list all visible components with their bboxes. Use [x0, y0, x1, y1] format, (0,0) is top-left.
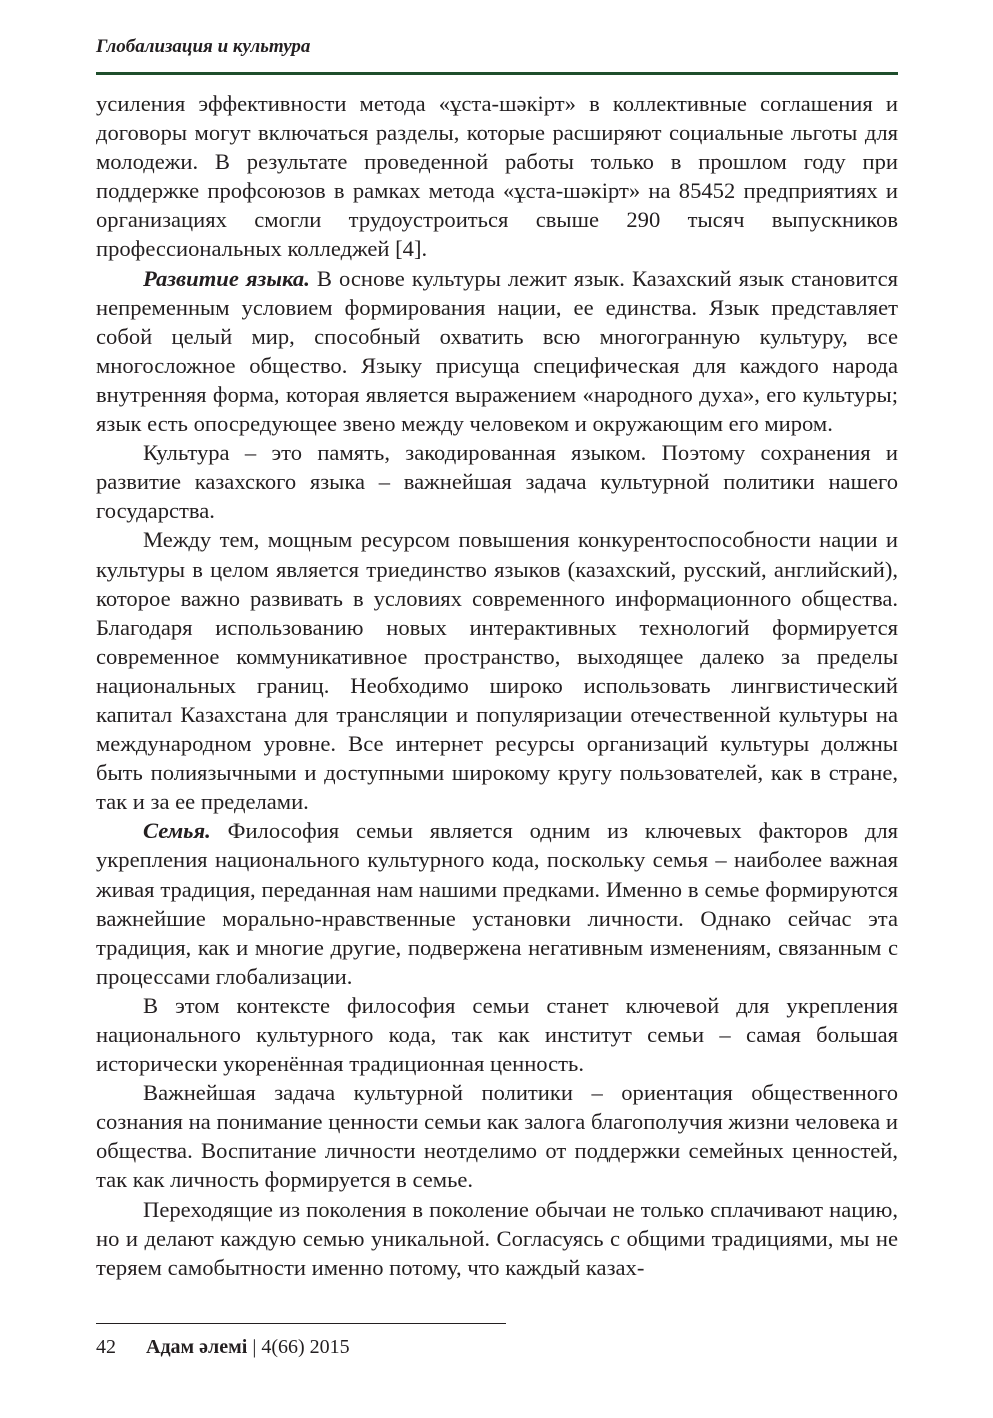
section-lead: Развитие языка.	[143, 265, 310, 291]
paragraph-text: Важнейшая задача культурной политики – ориентация общественного сознания на понимание ценности семьи как залога благополучия жизни человека и общества. Воспитание личности неотделимо от поддержки семейных ценностей, так как личность формируется в семье.	[96, 1080, 898, 1193]
paragraph-text: В основе культуры лежит язык. Казахский язык становится непременным условием формирования нации, ее единства. Язык представляет собой целый мир, способный охватить всю многогранную культуру, все многосложное общество. Языку присуща специфическая для каждого народа внутренняя форма, которая является выражением «народного духа», его культуры; язык есть опосредующее звено между человеком и окружающим его миром.	[96, 265, 898, 437]
paragraph-text: Культура – это память, закодированная языком. Поэтому сохранения и развитие казахского языка – важнейшая задача культурной политики нашего государства.	[96, 440, 898, 524]
paragraph	[96, 1078, 898, 1194]
page-number: 42	[96, 1336, 116, 1358]
paragraph-text: Между тем, мощным ресурсом повышения конкурентоспособности нации и культуры в целом является триединство языков (казахский, русский, английский), которое важно развивать в условиях современного информационного общества. Благодаря использованию новых интерактивных технологий формируется современное коммуникативное пространство, выходящее далеко за пределы национальных границ. Необходимо широко использовать лингвистический капитал Казахстана для трансляции и популяризации отечественной культуры на международном уровне. Все интернет ресурсы организаций культуры должны быть полиязычными и доступными широкому кругу пользователей, как в стране, так и за ее пределами.	[96, 527, 898, 815]
paragraph	[96, 438, 898, 525]
page-footer	[96, 1336, 350, 1359]
paragraph	[96, 991, 898, 1078]
paragraph	[96, 89, 898, 264]
paragraph-text: Философия семьи является одним из ключевых факторов для укрепления национального культурного кода, поскольку семья – наиболее важная живая традиция, переданная нам нашими предками. Именно в семье формируются важнейшие морально-нравственные установки личности. Однако сейчас эта традиция, как и многие другие, подвержена негативным изменениям, связанным с процессами глобализации.	[96, 818, 898, 989]
paragraph-text: Переходящие из поколения в поколение обычаи не только сплачивают нацию, но и делают каждую семью уникальной. Согласуясь с общими традициями, мы не теряем самобытности именно потому, что каждый казах-	[96, 1196, 898, 1280]
paragraph	[96, 264, 898, 439]
section-lead: Семья.	[143, 818, 211, 844]
footer-divider	[96, 1323, 506, 1324]
journal-title: Адам әлемі	[146, 1336, 248, 1358]
footer-separator: |	[252, 1336, 257, 1358]
paragraph-text: В этом контексте философия семьи станет ключевой для укрепления национального культурного кода, так как институт семьи – самая большая исторически укоренённая традиционная ценность.	[96, 992, 898, 1077]
paragraph-text: усиления эффективности метода «ұста-шәкірт» в коллективные соглашения и договоры могут включаться разделы, которые расширяют социальные льготы для молодежи. В результате проведенной работы только в прошлом году при поддержке профсоюзов в рамках метода «ұста-шәкірт» на 85452 предприятиях и организациях смогли трудоустроиться свыше 290 тысяч выпускников профессиональных колледжей [4].	[96, 91, 898, 262]
paragraph	[96, 1195, 898, 1282]
paragraph	[96, 525, 898, 816]
issue-info: 4(66) 2015	[261, 1336, 350, 1358]
running-head: Глобализация и культура	[96, 36, 311, 57]
header-divider	[96, 72, 898, 75]
paragraph	[96, 816, 898, 991]
article-body	[96, 89, 898, 1282]
